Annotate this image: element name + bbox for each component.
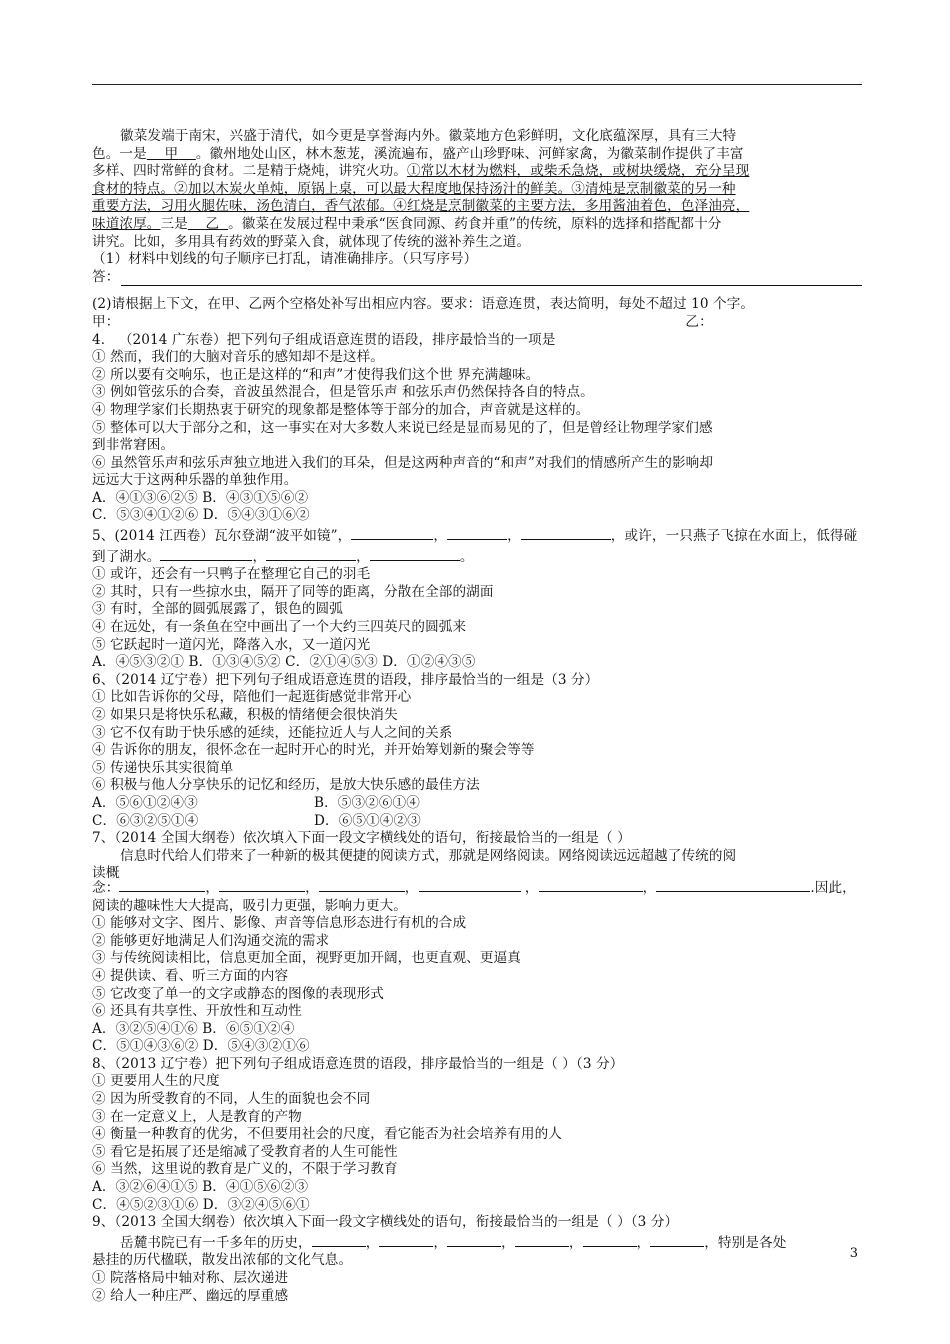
list-item: ⑤ 看它是拓展了还是缩减了受教育者的人生可能性 (92, 1143, 398, 1160)
list-item: ⑥ 还具有共享性、开放性和互动性 (92, 1003, 302, 1020)
blank-yi: 乙 (205, 215, 220, 232)
question-head: 5、(2014 江西卷）瓦尔登湖“波平如镜”， ， ， ，或许，一只燕子飞掠在水面上，低得碰 (92, 525, 862, 546)
option-row: C．④⑤②③①⑥ D．③②④⑤⑥① (92, 1196, 310, 1213)
passage-block (92, 128, 862, 332)
list-item: ① 然而，我们的大脑对音乐的感知却不是这样。 (92, 349, 384, 366)
list-item: ① 能够对文字、图片、影像、声音等信息形态进行有机的合成 (92, 915, 467, 932)
question-1: （1）材料中划线的句子顺序已打乱，请准确排序。（只写序号） (92, 251, 478, 268)
list-item: ⑥ 当然，这里说的教育是广义的，不限于学习教育 (92, 1161, 398, 1178)
passage-line: 徽菜发端于南宋，兴盛于清代，如今更是享誉海内外。徽菜地方色彩鲜明，文化底蕴深厚，具有三大特 (120, 128, 737, 144)
jia-yi-answer-row (92, 314, 862, 332)
list-item: ② 其时，只有一些掠水虫，隔开了同等的距离，分散在全部的湖面 (92, 583, 494, 600)
document-body (92, 128, 862, 1305)
list-item: ④ 衡量一种教育的优劣，不但要用社会的尺度，看它能否为社会培养有用的人 (92, 1126, 563, 1143)
list-item: ④ 物理学家们长期热衷于研究的现象都是整体等于部分的加合，声音就是这样的。 (92, 401, 590, 418)
question-head: 8、（2013 辽宁卷）把下列句子组成语意连贯的语段，排序最恰当的一组是（ ）（3 分） (92, 1055, 624, 1072)
blank-jia: 甲 (164, 145, 179, 162)
passage-line: 味道浓厚。三是 乙 。徽菜在发展过程中秉承“医食同源、药食并重”的传统，原料的选择和搭配都十分 (92, 215, 722, 232)
option-row: A．⑤⑥①②④③ B．⑤③②⑥①④ (92, 794, 420, 811)
list-item: ⑥ 积极与他人分享快乐的记忆和经历，是放大快乐感的最佳方法 (92, 777, 480, 794)
list-item: ④ 在远处，有一条鱼在空中画出了一个大约三四英尺的圆弧来 (92, 619, 467, 636)
list-item: ② 能够更好地满足人们沟通交流的需求 (92, 932, 330, 949)
option-row: C．⑥③②⑤①④ D．⑥⑤①④②③ (92, 812, 421, 829)
list-item: ② 所以要有交响乐，也正是这样的“和声”才使得我们这个世 界充满趣味。 (92, 366, 540, 383)
list-item: ⑥ 虽然管乐声和弦乐声独立地进入我们的耳朵，但是这两种声音的“和声”对我们的情感所产生的影响却 (92, 454, 714, 471)
list-item: ⑤ 传递快乐其实很简单 (92, 759, 234, 776)
question-head: 9、（2013 全国大纲卷）依次填入下面一段文字横线处的语句，衔接最恰当的一组是（ ）（3 分） (92, 1214, 679, 1231)
answer-line[interactable] (121, 271, 862, 286)
list-item: ① 更要用人生的尺度 (92, 1073, 220, 1090)
option-row: C．⑤①④③⑥② D．⑤④③②①⑥ (92, 1038, 310, 1055)
list-item: ④ 提供读、看、听三方面的内容 (92, 967, 289, 984)
list-item: ⑤ 它跃起时一道闪光，降落入水，又一道闪光 (92, 636, 371, 653)
page-number: 3 (849, 1246, 858, 1261)
question-head: 到了湖水。 ， ， 。 (92, 546, 862, 567)
list-item: ⑤ 整体可以大于部分之和，这一事实在对大多数人来说已经是显而易见的了，但是曾经让物理学家们感 (92, 419, 713, 436)
question-7 (92, 830, 862, 1056)
passage-line: 多样、四时常鲜的食材。二是精于烧炖，讲究火功。①常以木材为燃料，或柴禾急烧，或树块缓烧，充分呈现 (92, 163, 750, 180)
list-item: ③ 在一定意义上，人是教育的产物 (92, 1108, 302, 1125)
list-item: 远远大于这两种乐器的单独作用。 (92, 472, 298, 489)
option-row: A．④①③⑥②⑤ B．④③①⑤⑥② (92, 489, 309, 506)
underlined-sentence: 重要方法，习用火腿佐味，汤色清白，香气浓郁。④红烧是烹制徽菜的主要方法，多用酱油着色，色泽油亮， (92, 198, 750, 215)
question-2: (2)请根据上下文，在甲、乙两个空格处补写出相应内容。要求：语意连贯，表达简明，每处不超过 10 个字。 (92, 296, 755, 313)
list-item: ③ 例如管弦乐的合奏，音波虽然混合，但是管乐声 和弦乐声仍然保持各自的特点。 (92, 384, 594, 401)
question-4 (92, 332, 862, 526)
answer-row (92, 269, 862, 287)
list-item: ④ 告诉你的朋友，很怀念在一起时开心的时光，并开始筹划新的聚会等等 (92, 742, 535, 759)
underlined-sentence: 味道浓厚。 (92, 215, 161, 232)
jia-label: 甲： (92, 313, 120, 330)
option-row: A．④⑤③②① B．①③④⑤② C．②①④⑤③ D．①②④③⑤ (92, 654, 476, 671)
list-item: ① 或许，还会有一只鸭子在整理它自己的羽毛 (92, 566, 371, 583)
answer-label: 答： (92, 268, 120, 285)
option-row: A．③②⑤④①⑥ B．⑥⑤①②④ (92, 1020, 295, 1037)
option-row: A．③②⑥④①⑤ B．④①⑤⑥②③ (92, 1179, 309, 1196)
list-item: ① 院落格局中轴对称、层次递进 (92, 1270, 289, 1286)
header-rule (92, 84, 862, 85)
passage-line: 读概 (92, 865, 120, 882)
underlined-sentence: 食材的特点。②加以木炭火单炖，原锅上桌，可以最大程度地保持汤汁的鲜美。③清炖是烹制徽菜的另一种 (92, 180, 736, 197)
passage-line: 岳麓书院已有一千多年的历史， ， ， ， ， ， ，特别是各处 (92, 1232, 862, 1253)
passage-line: 信息时代给人们带来了一种新的极其便捷的阅读方式，那就是网络阅读。网络阅读远远超越了传统的阅 (120, 847, 737, 864)
list-item: ① 比如告诉你的父母，陪他们一起逛街感觉非常开心 (92, 689, 412, 706)
list-item: 到非常窘困。 (92, 437, 175, 454)
passage-line: 念： ， ， ， ， ， .因此， (92, 877, 862, 898)
passage-line: 阅读的趣味性大大提高，吸引力更强，影响力更大。 (92, 897, 407, 914)
option-row: C．⑤③④①②⑥ D．⑤④③①⑥② (92, 507, 310, 524)
list-item: ② 如果只是将快乐私藏，积极的情绪便会很快消失 (92, 707, 398, 723)
passage-line: 讲究。比如，多用具有药效的野菜入食，就体现了传统的滋补养生之道。 (92, 233, 531, 250)
list-item: ③ 有时，全部的圆弧展露了，银色的圆弧 (92, 601, 343, 618)
underlined-sentence: ①常以木材为燃料，或柴禾急烧，或树块缓烧，充分呈现 (406, 163, 750, 180)
list-item: ⑤ 它改变了单一的文字或静态的图像的表现形式 (92, 985, 384, 1002)
question-head: 6、（2014 辽宁卷）把下列句子组成语意连贯的语段，排序最恰当的一组是（3 分） (92, 671, 599, 688)
passage-line: 悬挂的历代楹联，散发出浓郁的文化气息。 (92, 1252, 353, 1269)
question-head: 7、（2014 全国大纲卷）依次填入下面一段文字横线处的语句，衔接最恰当的一组是（ ） (92, 830, 631, 847)
passage-line: 色。一是 甲 。徽州地处山区，林木葱茏，溪流遍布，盛产山珍野味、河鲜家禽，为徽菜制作提供了丰富 (92, 145, 744, 162)
yi-label: 乙： (685, 313, 713, 330)
list-item: ③ 它不仅有助于快乐感的延续，还能拉近人与人之间的关系 (92, 724, 453, 741)
question-6 (92, 672, 862, 830)
question-8 (92, 1056, 862, 1214)
question-9 (92, 1214, 862, 1305)
list-item: ② 给人一种庄严、幽远的厚重感 (92, 1287, 289, 1304)
question-head: 4． （2014 广东卷）把下列句子组成语意连贯的语段，排序最恰当的一项是 (92, 331, 556, 348)
list-item: ② 因为所受教育的不同，人生的面貌也会不同 (92, 1091, 371, 1108)
list-item: ③ 与传统阅读相比，信息更加全面，视野更加开阔，也更直观、更逼真 (92, 950, 521, 967)
question-5 (92, 525, 862, 672)
